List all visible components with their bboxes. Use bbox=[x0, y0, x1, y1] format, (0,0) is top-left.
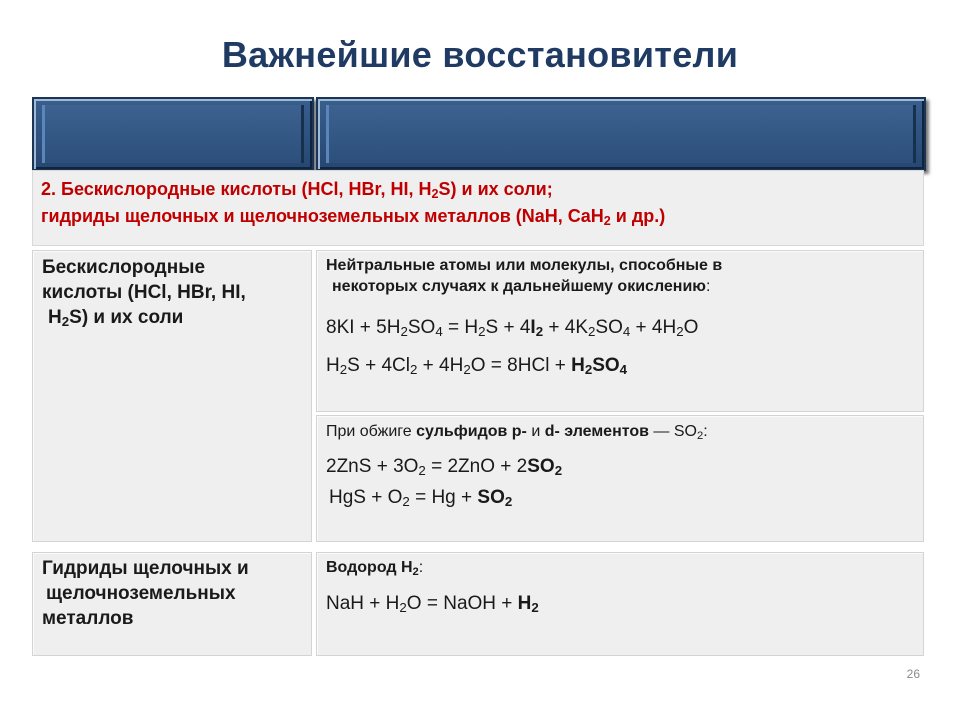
sulfides-cell bbox=[316, 415, 924, 542]
category-line-1: 2. Бескислородные кислоты (HCl, HBr, HI, $H_2S$) и их соли; bbox=[41, 179, 553, 201]
table-header-right bbox=[316, 97, 926, 171]
hydrides-label: Гидриды щелочных и щелочноземельных металлов bbox=[42, 558, 249, 629]
equation-nah-h2o: NaH + $H_2O$ = NaOH + $H_2$ bbox=[326, 593, 539, 615]
acids-label-cell bbox=[32, 250, 312, 542]
hydrogen-heading: Водород $H_2$: bbox=[326, 559, 424, 578]
hydrides-label-cell bbox=[32, 552, 312, 656]
table-header-left bbox=[32, 97, 314, 171]
equation-hgs-o2: HgS + $O_2 = Hg + SO_2$ bbox=[329, 487, 513, 509]
category-band bbox=[32, 170, 924, 246]
category-line-2: гидриды щелочных и щелочноземельных металлов (NaH, CaH$_2$ и др.) bbox=[41, 206, 666, 228]
neutral-atoms-heading: Нейтральные атомы или молекулы, способные в некоторых случаях к дальнейшему окислению: bbox=[326, 257, 723, 295]
equation-ki-h2so4: $8KI + 5H_2SO_4 = H_2S + 4I_2 + 4K_2SO_4 + 4H_2O$ bbox=[326, 317, 699, 339]
sulfides-heading: При обжиге сульфидов р- и d- элементов — $SO_2$: bbox=[326, 423, 708, 442]
equation-h2s-cl2: $H_2S + 4Cl_2 + 4H_2O = 8HCl + H_2SO_4$ bbox=[326, 355, 628, 377]
acids-label: Бескислородные кислоты (HCl, HBr, HI, $H_2S$) и их соли bbox=[42, 257, 246, 329]
page-number: 26 bbox=[906, 667, 920, 681]
equation-zns-o2: $2ZnS + 3O_2 = 2ZnO + 2SO_2$ bbox=[326, 456, 563, 478]
page-title: Важнейшие восстановители bbox=[221, 34, 739, 75]
hydrogen-cell bbox=[316, 552, 924, 656]
neutral-atoms-cell bbox=[316, 250, 924, 412]
